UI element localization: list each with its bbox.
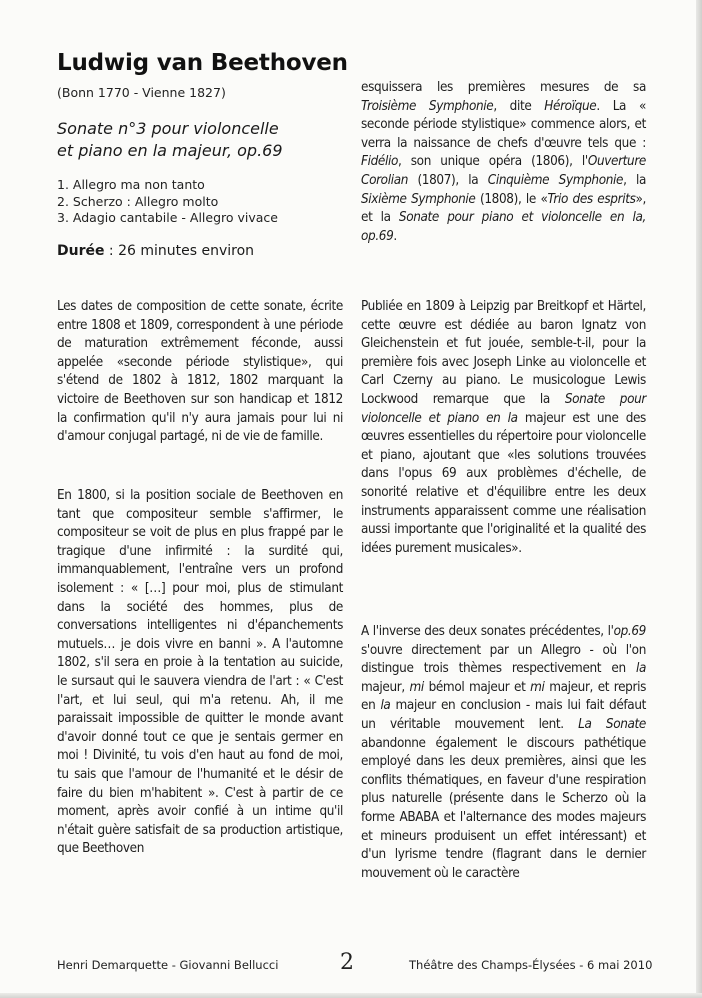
composer-dates: (Bonn 1770 - Vienne 1827) bbox=[57, 85, 226, 100]
footer-venue-date: Théâtre des Champs-Élysées - 6 mai 2010 bbox=[409, 958, 653, 972]
page-edge bbox=[696, 0, 702, 998]
page-number: 2 bbox=[340, 950, 354, 975]
duration-value: : 26 minutes environ bbox=[104, 243, 255, 259]
composer-title: Ludwig van Beethoven bbox=[57, 50, 348, 76]
paragraph-publication: Publiée en 1809 à Leipzig par Breitkopf et Härtel, cette œuvre est dédiée au baron Ignatz von Gleichenstein et fut jouée, semble-t-il, pour la première fois avec Joseph Linke au violoncelle et Carl Czerny au piano. Le musicologue Lewis Lockwood remarque que la Sonate pour violoncelle et piano en la majeur est une des œuvres essentielles du répertoire pour violoncelle et piano, ajoutant que «les solutions trouvées dans l'opus 69 aux problèmes d'échelle, de sonorité relative et d'équilibre entre les deux instruments apparaissent comme une réalisation aussi importante que l'originalité et la qualité des idées purement musicales». bbox=[361, 299, 646, 556]
movement-list bbox=[57, 177, 278, 227]
work-title-line1: Sonate n°3 pour violoncelle bbox=[57, 119, 279, 138]
page-edge-bottom bbox=[0, 993, 702, 998]
movement-item: 3. Adagio cantabile - Allegro vivace bbox=[57, 210, 278, 225]
work-title bbox=[57, 118, 283, 162]
movement-item: 2. Scherzo : Allegro molto bbox=[57, 193, 219, 209]
footer-performers: Henri Demarquette - Giovanni Bellucci bbox=[57, 958, 279, 972]
work-title-line2: et piano en la majeur, op.69 bbox=[57, 141, 283, 160]
movement-item: 1. Allegro ma non tanto bbox=[57, 177, 205, 192]
duration bbox=[57, 243, 254, 259]
paragraph-second-period: esquissera les premières mesures de sa Troisième Symphonie, dite Héroïque. La « seconde période stylistique» commence alors, et verra la naissance de chefs d'œuvre tels que : Fidélio, son unique opéra (1806), l'Ouverture Corolian (1807), la Cinquième Symphonie, la Sixième Symphonie (1808), le «Trio des esprits», et la Sonate pour piano et violoncelle en la, op.69. bbox=[361, 80, 646, 244]
duration-label: Durée bbox=[57, 243, 105, 259]
paragraph-composition-dates: Les dates de composition de cette sonate, écrite entre 1808 et 1809, correspondent à une période de maturation extrêmement féconde, aussi appelée «seconde période stylistique», qui s'étend de 1802 à 1812, 1802 marquant la victoire de Beethoven sur son handicap et 1812 la confirmation qu'il n'y aura jamais pour lui ni d'amour conjugal partagé, ni de vie de famille. bbox=[57, 299, 343, 445]
paragraph-structure: A l'inverse des deux sonates précédentes, l'op.69 s'ouvre directement par un Allegro - où l'on distingue trois thèmes respectivement en la majeur, mi bémol majeur et mi majeur, et repris en la majeur en conclusion - mais lui fait défaut un véritable mouvement lent. La Sonate abandonne également le discours pathétique employé dans les deux premières, ainsi que les conflits thématiques, en faveur d'une respiration plus naturelle (présente dans le Scherzo où la forme ABABA et l'alternance des modes majeurs et mineurs produisent un effet intéressant) et d'un lyrisme tendre (flagrant dans le dernier mouvement où le caractère bbox=[361, 624, 646, 881]
paragraph-deafness: En 1800, si la position sociale de Beethoven en tant que compositeur semble s'affirmer, le compositeur se voit de plus en plus frappé par le tragique d'une infirmité : la surdité qui, immanquablement, l'entraîne vers un profond isolement : « […] pour moi, plus de stimulant dans la société des hommes, plus de conversations intelligentes ni d'épanchements mutuels… je dois vivre en banni ». A l'automne 1802, s'il sera en proie à la tentation au suicide, le sursaut qui le sauvera viendra de l'art : « C'est l'art, et lui seul, qui m'a retenu. Ah, il me paraissait impossible de quitter le monde avant d'avoir donné tout ce que je sentais germer en moi ! Divinité, tu vois d'en haut au fond de moi, tu sais que l'amour de l'humanité et le désir de faire du bien m'habitent ». C'est à partir de ce moment, après avoir confié à un intime qu'il n'était guère satisfait de sa production artistique, que Beethoven bbox=[57, 488, 343, 857]
